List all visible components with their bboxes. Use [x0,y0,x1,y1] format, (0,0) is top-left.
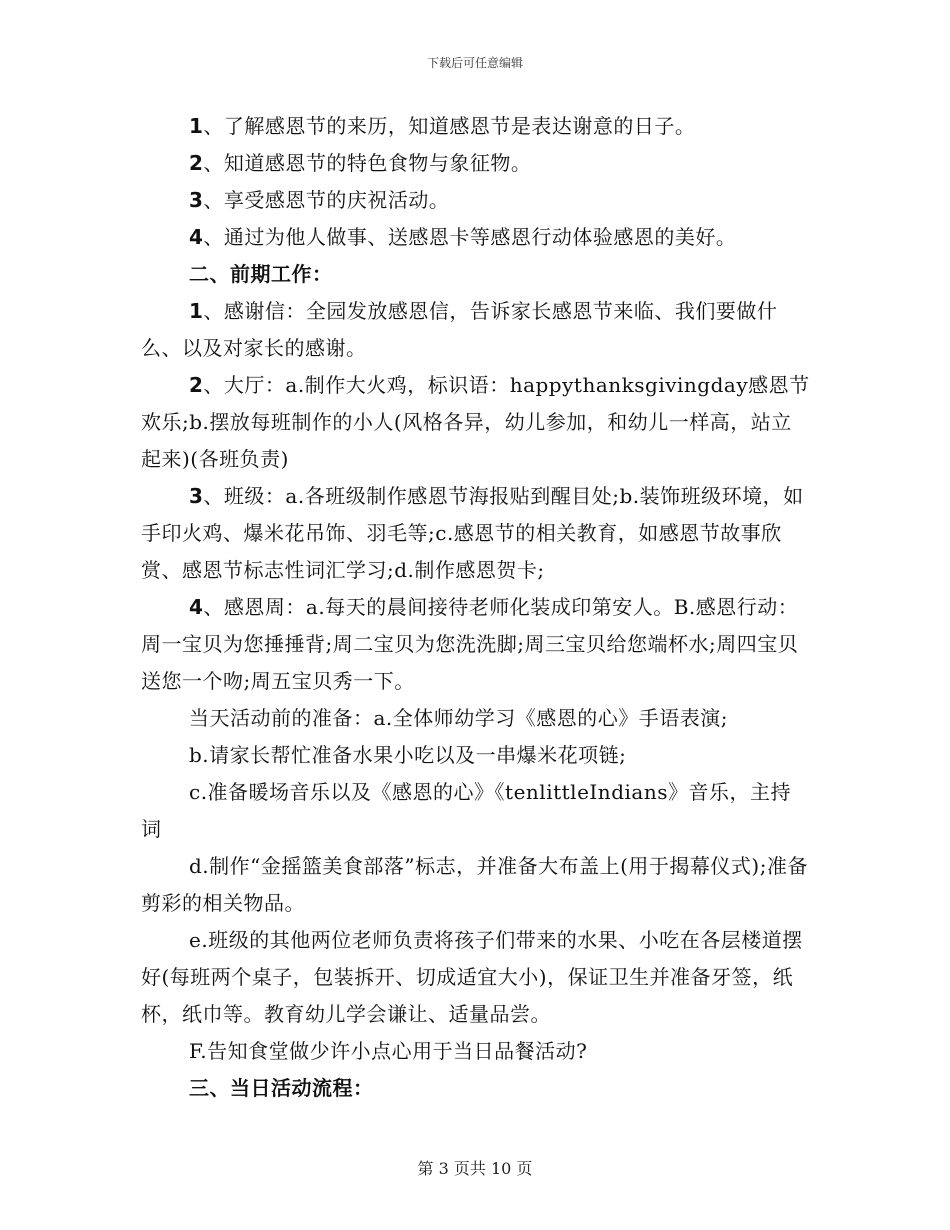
page-header: 下载后可任意编辑 [426,56,523,70]
item-number: 3 [189,484,204,508]
section-heading-flow: 三、当日活动流程： [189,1076,374,1100]
item-text: 、通过为他人做事、送感恩卡等感恩行动体验感恩的美好。 [203,225,737,249]
section-heading-preparation: 二、前期工作： [189,262,333,286]
page-footer: 第 3 页共 10 页 [417,1159,533,1178]
prep-item-letter [141,293,811,367]
item-text: 、享受感恩节的庆祝活动。 [203,188,450,212]
item-text: 、感恩周：a.每天的晨间接待老师化装成印第安人。B.感恩行动：周一宝贝为您捶捶背;周二宝贝为您洗洗脚;周三宝贝给您端杯水;周四宝贝送您一个吻;周五宝贝秀一下。 [141,595,799,693]
objective-2 [141,145,811,182]
objective-4 [141,219,811,256]
objective-3 [141,182,811,219]
objective-1 [141,108,811,145]
day-prep-c: c.准备暖场音乐以及《感恩的心》《tenlittleIndians》音乐，主持词 [141,780,791,841]
item-number: 2 [189,151,204,175]
item-number: 4 [189,595,204,619]
day-prep-e: e.班级的其他两位老师负责将孩子们带来的水果、小吃在各层楼道摆好(每班两个桌子，包装拆开、切成适宜大小)，保证卫生并准备牙签，纸杯，纸巾等。教育幼儿学会谦让、适量品尝。 [141,928,803,1026]
prep-item-class [141,478,811,589]
day-prep-a: 当天活动前的准备：a.全体师幼学习《感恩的心》手语表演; [189,706,729,730]
prep-item-hall [141,367,811,478]
document-body [141,108,811,1107]
item-text: 、大厅：a.制作大火鸡，标识语：happythanksgivingday感恩节欢乐;b.摆放每班制作的小人(风格各异，幼儿参加，和幼儿一样高，站立起来)(各班负责) [141,373,810,471]
item-number: 1 [189,114,204,138]
item-text: 、了解感恩节的来历，知道感恩节是表达谢意的日子。 [203,114,696,138]
item-text: 、感谢信：全园发放感恩信，告诉家长感恩节来临、我们要做什么、以及对家长的感谢。 [141,299,778,360]
item-number: 3 [189,188,204,212]
item-number: 4 [189,225,204,249]
item-number: 2 [189,373,204,397]
prep-item-week [141,589,811,700]
item-number: 1 [189,299,204,323]
item-text: 、班级：a.各班级制作感恩节海报贴到醒目处;b.装饰班级环境，如手印火鸡、爆米花吊饰、羽毛等;c.感恩节的相关教育，如感恩节故事欣赏、感恩节标志性词汇学习;d.制作感恩贺卡; [141,484,804,582]
day-prep-f: F.告知食堂做少许小点心用于当日品餐活动? [189,1039,588,1063]
day-prep-d: d.制作“金摇篮美食部落”标志，并准备大布盖上(用于揭幕仪式);准备剪彩的相关物品。 [141,854,808,915]
day-prep-b: b.请家长帮忙准备水果小吃以及一串爆米花项链; [189,743,627,767]
item-text: 、知道感恩节的特色食物与象征物。 [203,151,532,175]
